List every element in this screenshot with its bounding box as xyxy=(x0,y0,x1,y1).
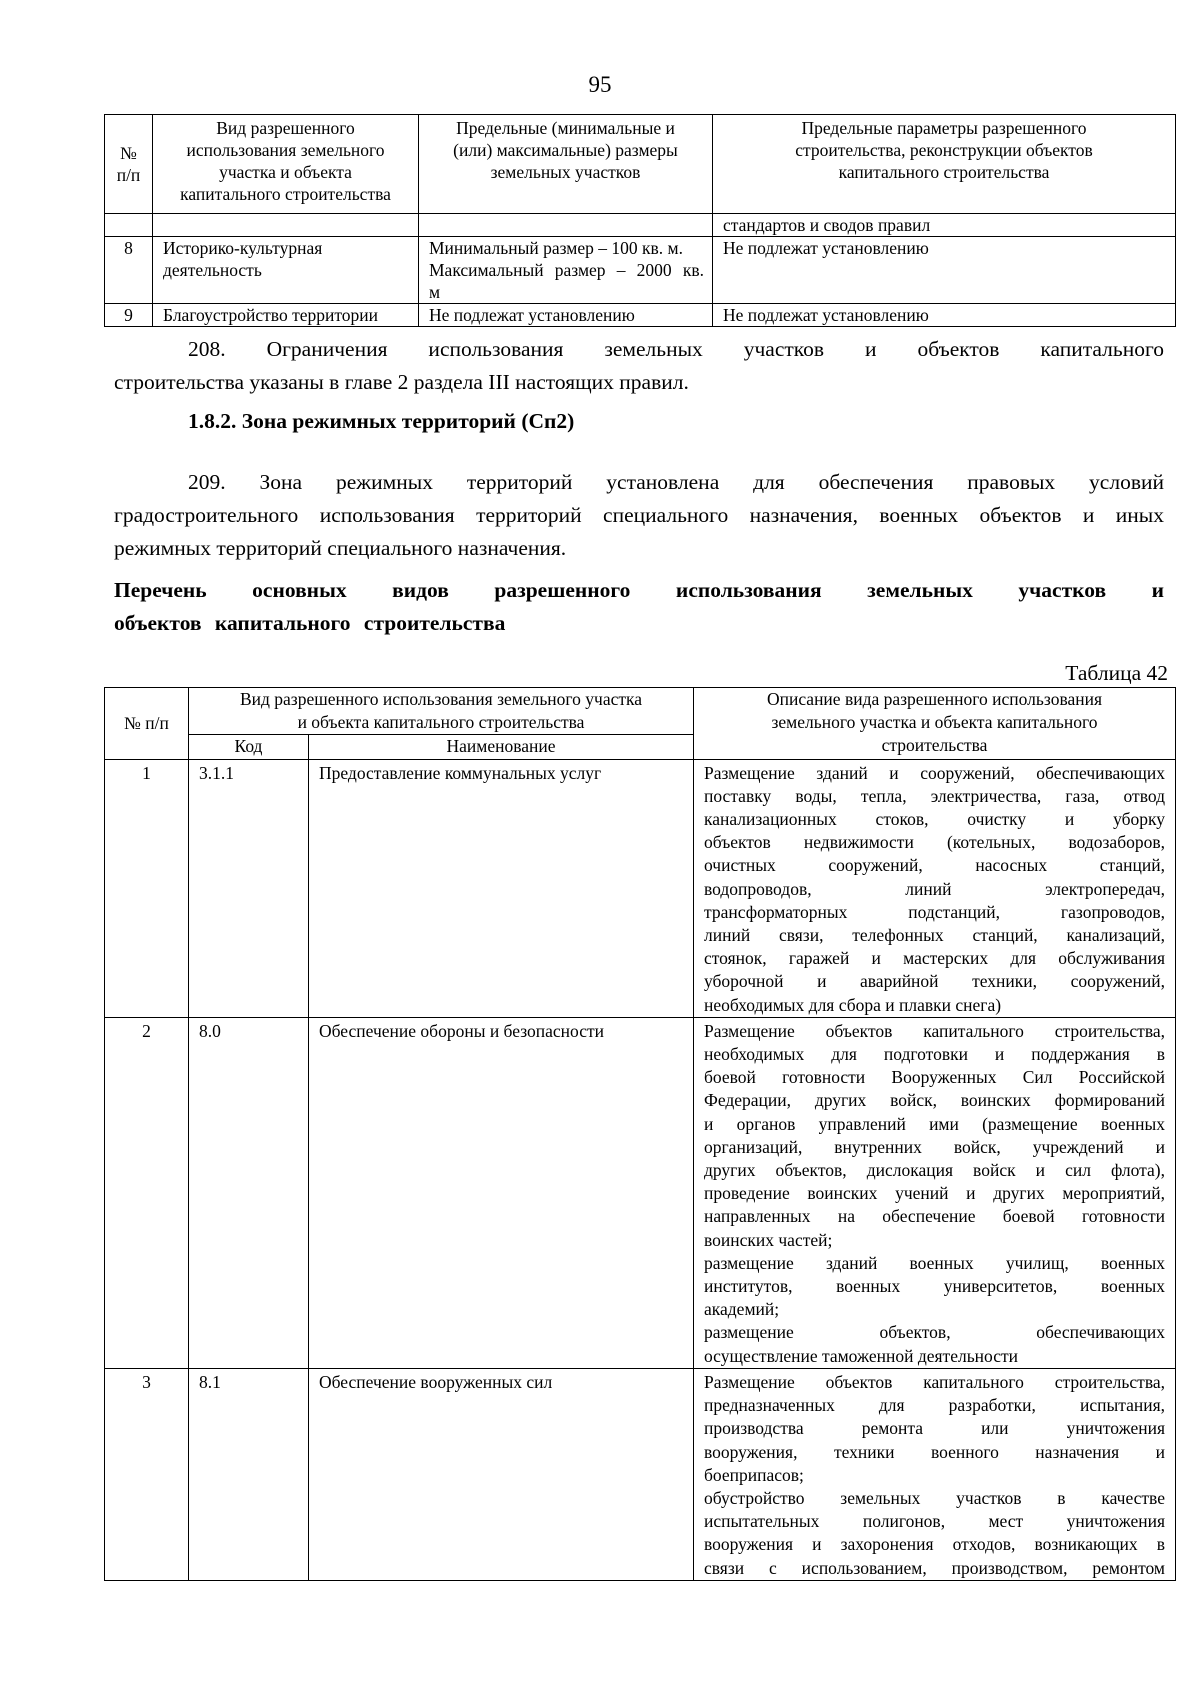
zone-parameters-table-continued xyxy=(104,114,1176,327)
row-num: 3 xyxy=(105,1368,189,1580)
row-sizes: Минимальный размер – 100 кв. м. Максимальный размер – 2000 кв. м xyxy=(419,237,713,304)
permitted-uses-table xyxy=(104,687,1176,1581)
continuation-text: стандартов и сводов правил xyxy=(713,214,1176,237)
header-name: Наименование xyxy=(309,735,694,759)
row-kind: Историко-культурная деятельность xyxy=(153,237,419,304)
row-sizes: Не подлежат установлению xyxy=(419,304,713,327)
row-code: 8.1 xyxy=(189,1368,309,1580)
row-name: Обеспечение обороны и безопасности xyxy=(309,1017,694,1368)
table-header-row xyxy=(105,115,1176,214)
table-row xyxy=(105,237,1176,304)
table-label: Таблица 42 xyxy=(1065,661,1168,685)
row-desc: Размещение объектов капитального строительства, необходимых для подготовки и поддержания в боевой готовности Вооруженных Сил Российской Федерации, других войск, воинских формирований и органов управлений ими (размещение военных организаций, внутренних войск, учреждений и других объектов, дислокация войск и сил флота), проведение воинских учений и других мероприятий, направленных на обеспечение боевой готовности воинских частей; размещение зданий военных училищ, военных институтов, военных университетов, военных академий; размещение объектов, обеспечивающих осуществление таможенной деятельности xyxy=(694,1017,1176,1368)
row-num: 1 xyxy=(105,759,189,1017)
row-code: 8.0 xyxy=(189,1017,309,1368)
row-num: 2 xyxy=(105,1017,189,1368)
row-desc: Размещение зданий и сооружений, обеспечивающих поставку воды, тепла, электричества, газа, отвод канализационных стоков, очистку и уборку объектов недвижимости (котельных, водозаборов, очистных сооружений, насосных станций, водопроводов, линий электропередач, трансформаторных подстанций, газопроводов, линий связи, телефонных станций, канализаций, стоянок, гаражей и мастерских для обслуживания уборочной и аварийной техники, сооружений, необходимых для сбора и плавки снега) xyxy=(694,759,1176,1017)
header-num: № п/п xyxy=(105,688,189,760)
header-desc: Описание вида разрешенного использования земельного участка и объекта капитального строительства xyxy=(694,688,1176,760)
table-row xyxy=(105,1368,1176,1580)
header-kind: Вид разрешенного использования земельного участка и объекта капитального строительства xyxy=(153,115,419,214)
header-params: Предельные параметры разрешенного строительства, реконструкции объектов капитального строительства xyxy=(713,115,1176,214)
row-desc: Размещение объектов капитального строительства, предназначенных для разработки, испытания, производства ремонта или уничтожения вооружения, техники военного назначения и боеприпасов; обустройство земельных участков в качестве испытательных полигонов, мест уничтожения вооружения и захоронения отходов, возникающих в связи с использованием, производством, ремонтом xyxy=(694,1368,1176,1580)
paragraph-209: 209. Зона режимных территорий установлена для обеспечения правовых условий градостроительного использования территорий специального назначения, военных объектов и иных режимных территорий специального назначения. xyxy=(114,470,1164,560)
header-num: № п/п xyxy=(105,115,153,214)
header-sizes: Предельные (минимальные и (или) максимальные) размеры земельных участков xyxy=(419,115,713,214)
row-params: Не подлежат установлению xyxy=(713,304,1176,327)
header-kind-group: Вид разрешенного использования земельного участка и объекта капитального строительства xyxy=(189,688,694,735)
table-row xyxy=(105,1017,1176,1368)
header-code: Код xyxy=(189,735,309,759)
row-name: Обеспечение вооруженных сил xyxy=(309,1368,694,1580)
table-header-row xyxy=(105,688,1176,735)
row-params: Не подлежат установлению xyxy=(713,237,1176,304)
row-num: 9 xyxy=(105,304,153,327)
table-row xyxy=(105,214,1176,237)
row-name: Предоставление коммунальных услуг xyxy=(309,759,694,1017)
table-row xyxy=(105,759,1176,1017)
row-num: 8 xyxy=(105,237,153,304)
paragraph-208: 208. Ограничения использования земельных участков и объектов капитального строительства указаны в главе 2 раздела III настоящих правил. xyxy=(114,337,1164,394)
row-code: 3.1.1 xyxy=(189,759,309,1017)
table-row xyxy=(105,304,1176,327)
list-title: Перечень основных видов разрешенного использования земельных участков и объектов капитального строительства xyxy=(114,578,1164,635)
page-number: 95 xyxy=(588,72,612,97)
row-kind: Благоустройство территории xyxy=(153,304,419,327)
section-heading: 1.8.2. Зона режимных территорий (Сп2) xyxy=(188,409,575,433)
